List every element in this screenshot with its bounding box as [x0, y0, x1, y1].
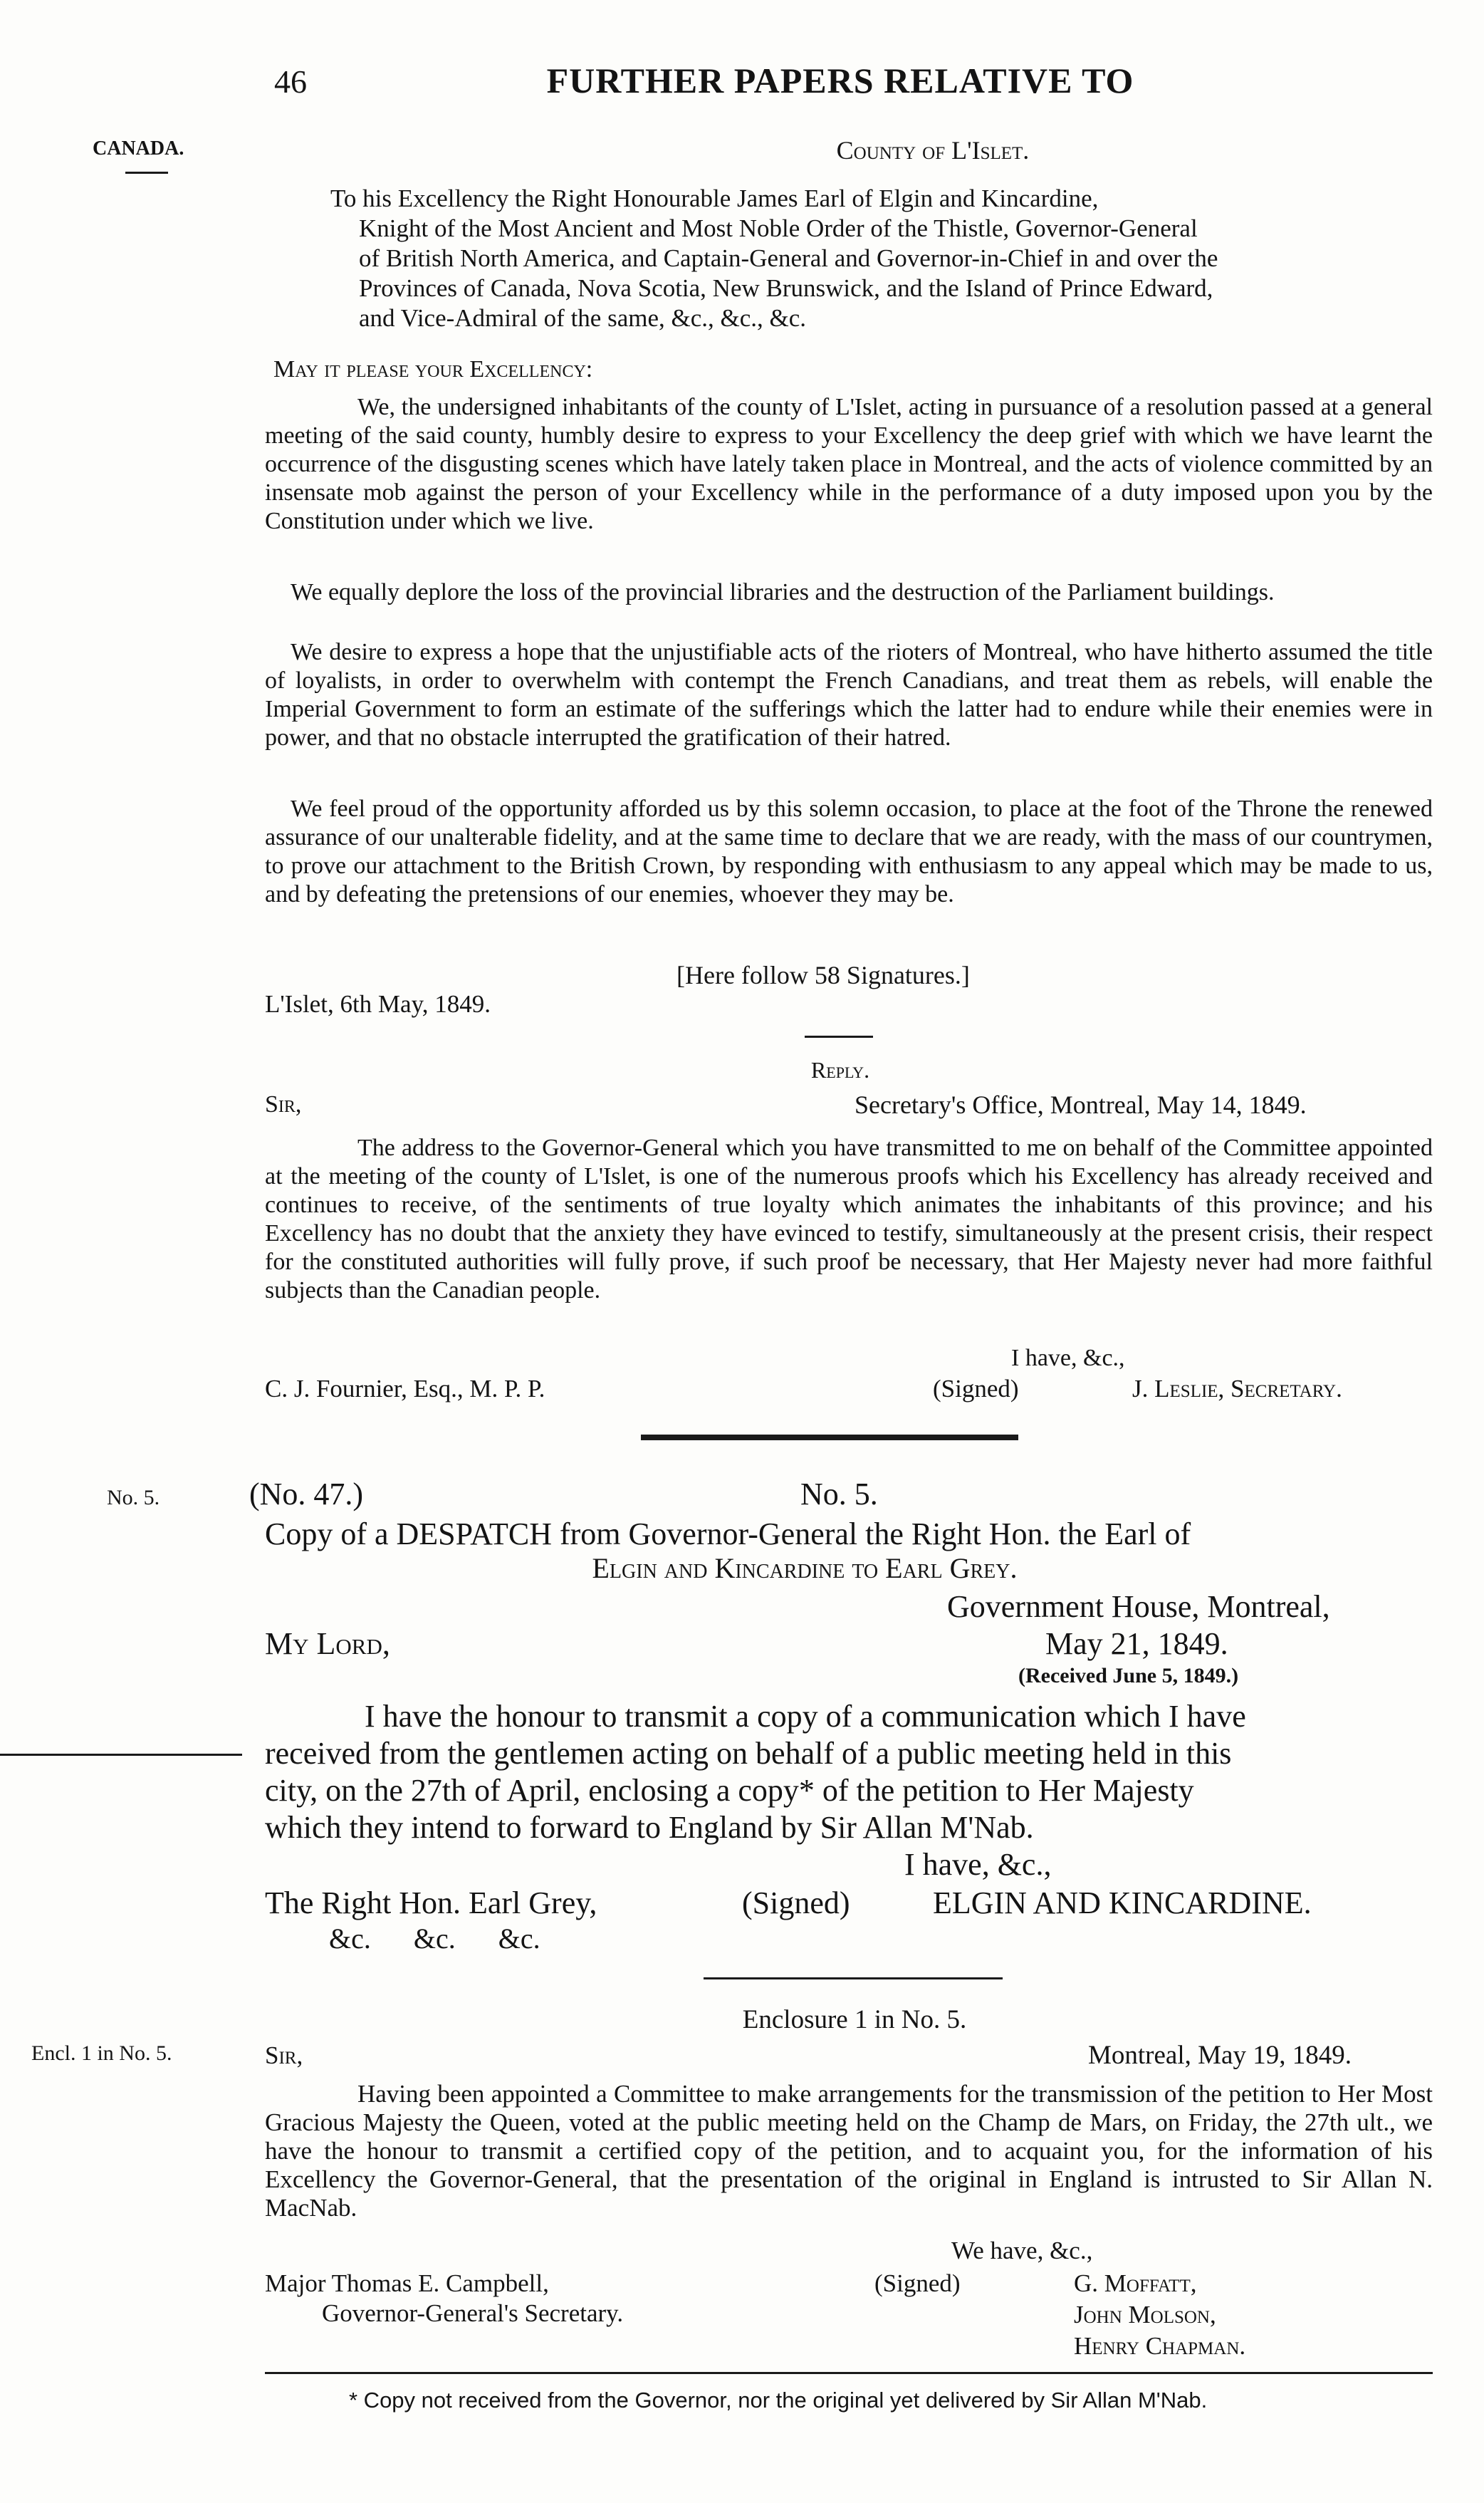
enclosure-date: Montreal, May 19, 1849.: [1088, 2041, 1352, 2070]
section-divider: [805, 1036, 873, 1038]
margin-pointer-line: [0, 1754, 242, 1756]
reply-signed: (Signed): [933, 1375, 1019, 1403]
reply-signer: J. Leslie, Secretary.: [1132, 1375, 1342, 1403]
footnote: * Copy not received from the Governor, nor the original yet delivered by Sir Allan M'Nab.: [349, 2388, 1208, 2413]
despatch-body-line: which they intend to forward to England by Sir Allan M'Nab.: [265, 1810, 1034, 1845]
address-salutation: [330, 184, 1218, 333]
enclosure-signed: (Signed): [874, 2269, 961, 2297]
enclosure-paragraph: Having been appointed a Committee to make arrangements for the transmission of the petition to Her Most Gracious Majesty the Queen, voted at the public meeting held on the Champ de Mars, on Friday, the 27th ult., we have the honour to transmit a certified copy of the petition, and to acquaint you, for the information of his Excellency the Governor-General, that the presentation of the original in England is intrusted to Sir Allan N. MacNab.: [265, 2080, 1433, 2222]
county-heading: County of L'Islet.: [836, 136, 1030, 165]
despatch-signer: ELGIN AND KINCARDINE.: [933, 1885, 1312, 1920]
margin-encl: Encl. 1 in No. 5.: [31, 2041, 172, 2065]
despatch-no47: (No. 47.): [249, 1477, 364, 1511]
despatch-title-line2: Elgin and Kincardine to Earl Grey.: [592, 1552, 1018, 1584]
despatch-no5: No. 5.: [800, 1477, 878, 1511]
despatch-body: [265, 1698, 1246, 1846]
address-place-date: L'Islet, 6th May, 1849.: [265, 990, 491, 1018]
enclosure-heading: Enclosure 1 in No. 5.: [742, 2005, 967, 2034]
address-paragraph-1: We, the undersigned inhabitants of the county of L'Islet, acting in pursuance of a resolution passed at a general meeting of the said county, humbly desire to express to your Excellency the deep grief with which we have learnt the occurrence of the disgusting scenes which have lately taken place in Montreal, and the acts of violence committed by an insensate mob against the person of your Excellency while in the performance of a duty imposed upon you by the Constitution under which we live.: [265, 394, 1433, 534]
address-paragraph-2: We equally deplore the loss of the provincial libraries and the destruction of the Parliament buildings.: [291, 579, 1275, 605]
salutation-line: Provinces of Canada, Nova Scotia, New Brunswick, and the Island of Prince Edward,: [359, 274, 1213, 302]
despatch-title-line1: Copy of a DESPATCH from Governor-General the Right Hon. the Earl of: [265, 1516, 1191, 1551]
reply-sir: Sir,: [265, 1091, 302, 1118]
despatch-i-have: I have, &c.,: [904, 1847, 1052, 1882]
despatch-body-line: I have the honour to transmit a copy of a communication which I have: [365, 1699, 1246, 1734]
footnote-rule: [265, 2372, 1433, 2374]
despatch-place: Government House, Montreal,: [947, 1589, 1330, 1624]
despatch-etc: &c. &c. &c.: [329, 1922, 540, 1955]
enclosure-signer: G. Moffatt,: [1074, 2269, 1197, 2297]
margin-no5: No. 5.: [107, 1486, 160, 1509]
reply-i-have: I have, &c.,: [1011, 1345, 1125, 1371]
address-paragraph-3: We desire to express a hope that the unjustifiable acts of the rioters of Montreal, who have hitherto assumed the title of loyalists, in order to overwhelm with contempt the French Canadians, and treat them as rebels, will enable the Imperial Government to form an estimate of the sufferings which the latter had to endure while their enemies were in power, and that no obstacle interrupted the gratification of their hatred.: [265, 639, 1433, 751]
page-number: 46: [274, 63, 307, 100]
salutation-line: of British North America, and Captain-General and Governor-in-Chief in and over the: [359, 244, 1218, 272]
despatch-recipient: The Right Hon. Earl Grey,: [265, 1885, 597, 1920]
thick-divider: [641, 1435, 1018, 1440]
despatch-received: (Received June 5, 1849.): [1018, 1664, 1239, 1687]
margin-canada: CANADA.: [93, 137, 184, 160]
enclosure-signer: John Molson,: [1074, 2301, 1216, 2328]
salutation-line: Knight of the Most Ancient and Most Noble Order of the Thistle, Governor-General: [359, 214, 1198, 242]
reply-heading: Reply.: [810, 1057, 870, 1083]
signatures-note: [Here follow 58 Signatures.]: [676, 961, 970, 989]
margin-divider: [125, 172, 168, 174]
despatch-my-lord: My Lord,: [265, 1626, 390, 1661]
reply-recipient: C. J. Fournier, Esq., M. P. P.: [265, 1375, 545, 1403]
despatch-date: May 21, 1849.: [1045, 1626, 1228, 1661]
despatch-body-line: city, on the 27th of April, enclosing a copy* of the petition to Her Majesty: [265, 1773, 1194, 1808]
enclosure-divider: [704, 1977, 1003, 1979]
enclosure-signer: Henry Chapman.: [1074, 2332, 1246, 2360]
address-paragraph-4: We feel proud of the opportunity afforded us by this solemn occasion, to place at the foot of the Throne the renewed assurance of our unalterable fidelity, and at the same time to declare that we are ready, with the mass of our countrymen, to prove our attachment to the British Crown, by responding with enthusiasm to any appeal which may be made to us, and by defeating the pretensions of our enemies, whoever they may be.: [265, 796, 1433, 907]
enclosure-sir: Sir,: [265, 2041, 303, 2069]
reply-paragraph: The address to the Governor-General which you have transmitted to me on behalf of the Committee appointed at the meeting of the county of L'Islet, is one of the numerous proofs which his Excellency has already received and continues to receive, of the sentiments of true loyalty which animates the inhabitants of this province; and his Excellency has no doubt that the anxiety they have evinced to testify, simultaneously at the present crisis, their respect for the constituted authorities will fully prove, if such proof be necessary, that Her Majesty never had more faithful subjects than the Canadian people.: [265, 1135, 1433, 1303]
salutation-line: To his Excellency the Right Honourable James Earl of Elgin and Kincardine,: [330, 184, 1099, 212]
reply-office-date: Secretary's Office, Montreal, May 14, 1849.: [855, 1091, 1307, 1119]
enclosure-recipient-line2: Governor-General's Secretary.: [322, 2299, 624, 2327]
running-title: FURTHER PAPERS RELATIVE TO: [546, 61, 1134, 100]
despatch-signed: (Signed): [742, 1885, 850, 1920]
salutation-line: and Vice-Admiral of the same, &c., &c., &c.: [359, 304, 807, 332]
enclosure-we-have: We have, &c.,: [951, 2237, 1093, 2264]
enclosure-recipient-line1: Major Thomas E. Campbell,: [265, 2269, 549, 2297]
may-it-please: May it please your Excellency:: [273, 356, 593, 383]
despatch-body-line: received from the gentlemen acting on behalf of a public meeting held in this: [265, 1736, 1232, 1771]
